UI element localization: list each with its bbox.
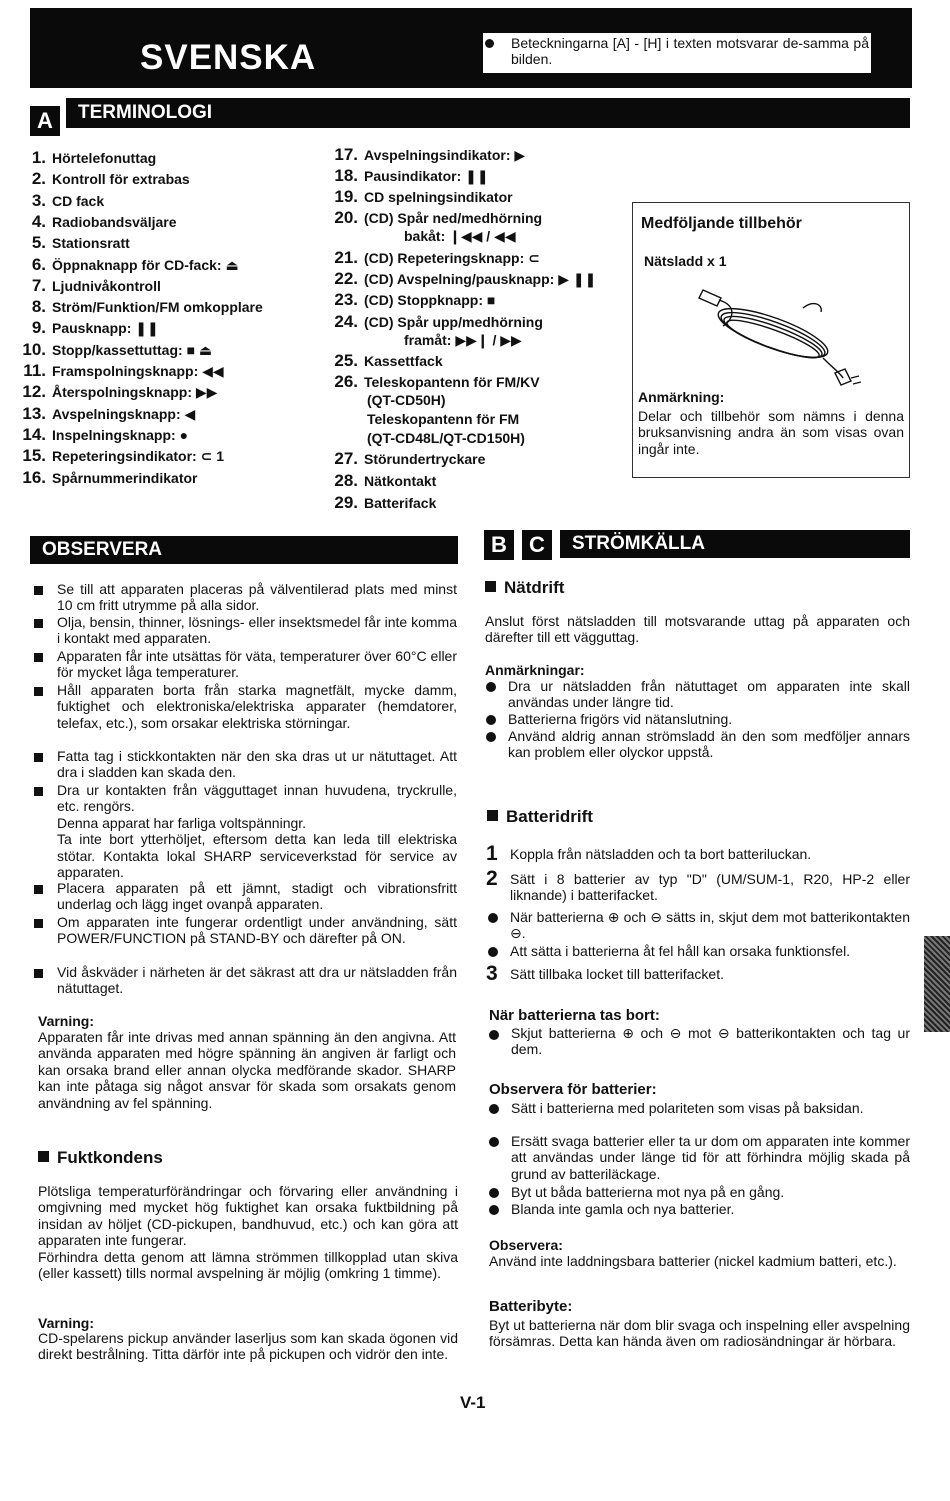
observera-item: Vid åskväder i närheten är det säkrast att dra ur nätsladden från nätuttaget. (57, 964, 457, 997)
term-number: 12. (22, 382, 46, 402)
term-label: Batterifack (364, 495, 437, 511)
term-item (20, 212, 177, 232)
term-item (328, 372, 540, 392)
observera-warning-title: Varning: (38, 1013, 95, 1029)
term-label: Hörtelefonuttag (52, 150, 157, 166)
bullet-icon (489, 1104, 499, 1114)
bullet-icon (489, 1137, 499, 1147)
accessories-title: Medföljande tillbehör (641, 215, 802, 232)
care-item: Ersätt svaga batterier eller ta ur dom om apparaten inte kommer att användas under länge tid för att förhindra möjlig skada på grund av batteriläckage. (511, 1133, 910, 1182)
term-item (328, 471, 436, 491)
square-bullet-icon (34, 885, 43, 894)
term-label: CD fack (52, 192, 105, 209)
term-number: 26. (334, 372, 358, 391)
term-number: 18. (334, 166, 358, 185)
fukt-title: Fuktkondens (57, 1148, 163, 1167)
term-continuation: framåt: ▶▶❙ / ▶▶ (404, 332, 522, 348)
term-item (20, 404, 195, 424)
term-label: Ström/Funktion/FM omkopplare (52, 299, 263, 316)
term-label: Avspelningsindikator: ▶ (364, 147, 526, 163)
term-item (20, 361, 224, 381)
term-number: 16. (22, 467, 46, 487)
term-label: Ljudnivåkontroll (52, 277, 161, 294)
accessories-note-text: Delar och tillbehör som nämns i denna bruksanvisning andra än som visas ovan ingår inte. (638, 408, 904, 457)
term-item (20, 233, 130, 253)
natdrift-note: Dra ur nätsladden från nätuttaget om apparaten inte skall användas under längre tid. (508, 678, 910, 711)
term-item (328, 290, 495, 310)
term-label: Öppnaknapp för CD-fack: ⏏ (52, 256, 239, 273)
step-number: 3 (486, 962, 498, 985)
bullet-icon (486, 715, 496, 725)
accessories-note-title: Anmärkning: (638, 389, 725, 405)
step-text: Koppla från nätsladden och ta bort batteriluckan. (510, 846, 812, 862)
term-item (20, 191, 104, 211)
batteridrift-title: Batteridrift (506, 807, 593, 826)
observera-item: Fatta tag i stickkontakten när den ska dras ut ur nätuttaget. Att dra i sladden kan skada den. (57, 748, 457, 781)
section-bc-title: STRÖMKÄLLA (560, 530, 910, 558)
term-number: 7. (31, 275, 46, 295)
swap-title: Batteribyte: (489, 1298, 573, 1315)
term-continuation: (QT-CD48L/QT-CD150H) (367, 430, 525, 446)
term-continuation: Teleskopantenn för FM (367, 411, 520, 427)
term-number: 9. (31, 318, 46, 338)
term-item (328, 166, 489, 186)
term-label: Framspolningsknapp: ◀◀ (52, 363, 224, 379)
observera-warning-text: Apparaten får inte drivas med annan spänning än den angivna. Att använda apparaten med högre spänning än angiven är farligt och kan orsaka brand eller annan olycka medförande skador. SHARP kan inte påtaga sig något ansvar för skada som orsakats genom användning av fel spänning. (38, 1029, 456, 1111)
term-label: Pausknapp: ❚❚ (52, 320, 159, 337)
term-item (20, 340, 212, 360)
term-label: Stopp/kassettuttag: ■ ⏏ (52, 341, 213, 358)
term-label: Avspelningsknapp: ◀ (52, 405, 196, 422)
bullet-icon (486, 732, 496, 742)
term-continuation: (QT-CD50H) (367, 392, 446, 408)
term-label: Spårnummerindikator (52, 469, 198, 486)
side-tab-marker (924, 936, 950, 1032)
natdrift-notes-title: Anmärkningar: (485, 662, 585, 678)
term-label: CD spelningsindikator (364, 189, 513, 205)
square-bullet-icon (34, 969, 43, 978)
fukt-warning-text: CD-spelarens pickup använder laserljus som kan skada ögonen vid direkt bestrålning. Titta därför inte på pickupen och vidrör den inte. (38, 1330, 458, 1363)
step-bullet: När batterierna ⊕ och ⊖ sätts in, skjut dem mot batterikontakten ⊖. (510, 909, 910, 942)
term-item (20, 382, 217, 402)
step-number: 2 (486, 867, 498, 890)
square-bullet-icon (38, 1151, 49, 1162)
term-number: 3. (31, 190, 46, 210)
term-number: 29. (334, 493, 358, 512)
bullet-icon (489, 1205, 499, 1215)
obs-text: Använd inte laddningsbara batterier (nickel kadmium batteri, etc.). (489, 1253, 897, 1269)
term-number: 6. (31, 254, 46, 274)
term-label: Pausindikator: ❚❚ (364, 168, 489, 184)
remove-text: Skjut batterierna ⊕ och ⊖ mot ⊖ batterikontakten och tag ur dem. (511, 1025, 910, 1058)
term-number: 24. (334, 312, 358, 331)
term-continuation: bakåt: ❙◀◀ / ◀◀ (404, 228, 516, 244)
term-number: 25. (334, 351, 358, 370)
care-item: Blanda inte gamla och nya batterier. (511, 1201, 735, 1217)
term-label: Kassettfack (364, 353, 443, 369)
header-note (483, 33, 871, 73)
term-item (20, 148, 156, 168)
observera-item: Olja, bensin, thinner, lösnings- eller insektsmedel får inte komma i kontakt med apparaten. (57, 614, 457, 647)
square-bullet-icon (34, 619, 43, 628)
term-label: Återspolningsknapp: ▶▶ (52, 384, 218, 401)
term-item (328, 248, 540, 268)
square-bullet-icon (485, 581, 496, 592)
observera-item: Dra ur kontakten från vägguttaget innan huvudena, tryckrulle, etc. rengörs. Denna apparat har farliga voltspänningr. Ta inte bort ytterhöljet, eftersom detta kan leda till elektriska stötar. Kontakta lokal SHARP serviceverkstad för service av apparaten. (57, 782, 457, 881)
term-label: (CD) Repeteringsknapp: ⊂ (364, 250, 540, 266)
page-title: SVENSKA (140, 38, 317, 77)
bullet-icon (488, 913, 498, 923)
term-label: Teleskopantenn för FM/KV (364, 374, 540, 390)
term-number: 4. (31, 211, 46, 231)
term-item (328, 145, 525, 165)
term-number: 20. (334, 208, 358, 227)
term-number: 5. (31, 233, 46, 253)
natdrift-title: Nätdrift (504, 578, 565, 597)
term-item (20, 318, 159, 338)
term-label: Repeteringsindikator: ⊂ 1 (52, 448, 224, 465)
fukt-heading (38, 1148, 163, 1168)
square-bullet-icon (34, 919, 43, 928)
accessories-box (632, 202, 910, 478)
term-item (328, 312, 543, 332)
term-number: 27. (334, 449, 358, 468)
term-item (328, 187, 513, 207)
observera-item: Apparaten får inte utsättas för väta, temperaturer över 60°C eller för mycket låga temperaturer. (57, 648, 457, 681)
natdrift-text: Anslut först nätsladden till motsvarande uttag på apparaten och därefter till ett vägguttag. (485, 613, 910, 646)
observera-item: Om apparaten inte fungerar ordentligt under användning, sätt POWER/FUNCTION på STAND-BY och därefter på ON. (57, 914, 457, 947)
term-item (20, 169, 190, 189)
section-b-letter: B (484, 530, 514, 560)
term-number: 19. (334, 187, 358, 206)
observera-title: OBSERVERA (30, 536, 458, 564)
bullet-icon (489, 1030, 499, 1040)
term-number: 15. (22, 446, 46, 466)
square-bullet-icon (34, 586, 43, 595)
observera-item: Håll apparaten borta från starka magnetfält, mycke damm, fuktighet och elektroniska/elektriska apparater (hemdatorer, telefax, etc.), som orsakar elektriska störningar. (57, 682, 457, 731)
term-item (20, 446, 224, 466)
term-number: 23. (334, 290, 358, 309)
natdrift-note: Använd aldrig annan strömsladd än den som medföljer annars kan problem eller olyckor uppstå. (508, 728, 910, 761)
term-item (20, 425, 188, 445)
page-number: V-1 (460, 1393, 486, 1412)
step-text: Sätt tillbaka locket till batterifacket. (510, 966, 724, 982)
section-a-title: TERMINOLOGI (66, 98, 910, 128)
step-bullet: Att sätta i batterierna åt fel håll kan orsaka funktionsfel. (510, 943, 851, 959)
batteridrift-heading (487, 807, 593, 827)
term-label: Radiobandsväljare (52, 213, 177, 230)
term-item (328, 208, 542, 228)
square-bullet-icon (34, 687, 43, 696)
term-item (20, 276, 161, 296)
term-label: (CD) Spår ned/medhörning (364, 210, 543, 226)
term-number: 17. (334, 145, 358, 164)
term-number: 13. (22, 403, 46, 423)
section-a-letter: A (30, 106, 60, 136)
bullet-icon (486, 682, 496, 692)
term-label: Inspelningsknapp: ● (52, 426, 189, 443)
term-number: 8. (31, 297, 46, 317)
square-bullet-icon (34, 753, 43, 762)
natdrift-note: Batterierna frigörs vid nätanslutning. (508, 711, 733, 727)
square-bullet-icon (34, 787, 43, 796)
square-bullet-icon (487, 810, 498, 821)
fukt-text: Plötsliga temperaturförändringar och förvaring eller användning i omgivning med mycket hög fuktighet kan orsaka fuktbildning på insidan av höljet (CD-pickupen, bandhuvud, etc.) och kan göra att apparaten inte fungerar. Förhindra detta genom att lämna strömmen tillkopplad utan skiva (eller kassett) tills normal avspelning är möjlig (omkring 1 timme). (38, 1183, 458, 1282)
care-item: Byt ut båda batterierna mot nya på en gång. (511, 1184, 785, 1200)
term-number: 22. (334, 269, 358, 288)
section-c-letter: C (522, 530, 552, 560)
term-item (20, 468, 197, 488)
step-number: 1 (486, 842, 498, 865)
term-label: Kontroll för extrabas (52, 171, 190, 188)
power-cord-icon (683, 278, 863, 388)
term-label: Stationsratt (52, 235, 130, 252)
term-item (328, 493, 436, 513)
term-number: 21. (334, 248, 358, 267)
term-label: (CD) Avspelning/pausknapp: ▶ ❚❚ (364, 271, 597, 287)
term-number: 11. (23, 361, 46, 380)
step-text: Sätt i 8 batterier av typ "D" (UM/SUM-1, R20, HP-2 eller liknande) i batterifacket. (510, 871, 910, 904)
term-item (20, 255, 239, 275)
term-number: 10. (22, 339, 46, 359)
term-number: 28. (334, 471, 358, 490)
accessories-item: Nätsladd x 1 (644, 253, 727, 269)
bullet-icon (485, 39, 494, 48)
term-number: 2. (31, 169, 46, 189)
term-item (20, 297, 263, 317)
obs-title: Observera: (489, 1237, 563, 1253)
care-title: Observera för batterier: (489, 1081, 657, 1098)
observera-item: Placera apparaten på ett jämnt, stadigt och vibrationsfritt underlag och lägg inget ovanpå apparaten. (57, 880, 457, 913)
term-number: 14. (22, 424, 46, 444)
swap-text: Byt ut batterierna när dom blir svaga och inspelning eller avspelning försämras. Detta kan hända även om radiosändningar är hörbara. (489, 1317, 910, 1350)
square-bullet-icon (34, 653, 43, 662)
term-label: Nätkontakt (364, 473, 437, 489)
natdrift-heading (485, 578, 564, 598)
remove-title: När batterierna tas bort: (489, 1007, 660, 1024)
term-label: (CD) Spår upp/medhörning (364, 314, 543, 330)
header-note-text: Beteckningarna [A] - [H] i texten motsvarar de-samma på bilden. (511, 35, 869, 67)
term-label: Störundertryckare (364, 451, 486, 467)
term-item (328, 269, 596, 289)
fukt-warning-title: Varning: (38, 1315, 95, 1331)
term-label: (CD) Stoppknapp: ■ (364, 292, 496, 308)
care-item: Sätt i batterierna med polariteten som visas på baksidan. (511, 1100, 864, 1116)
term-number: 1. (31, 148, 46, 167)
bullet-icon (488, 947, 498, 957)
bullet-icon (489, 1188, 499, 1198)
term-item (328, 449, 485, 469)
term-item (328, 351, 443, 371)
observera-item: Se till att apparaten placeras på välventilerad plats med minst 10 cm fritt utrymme på alla sidor. (57, 581, 457, 614)
